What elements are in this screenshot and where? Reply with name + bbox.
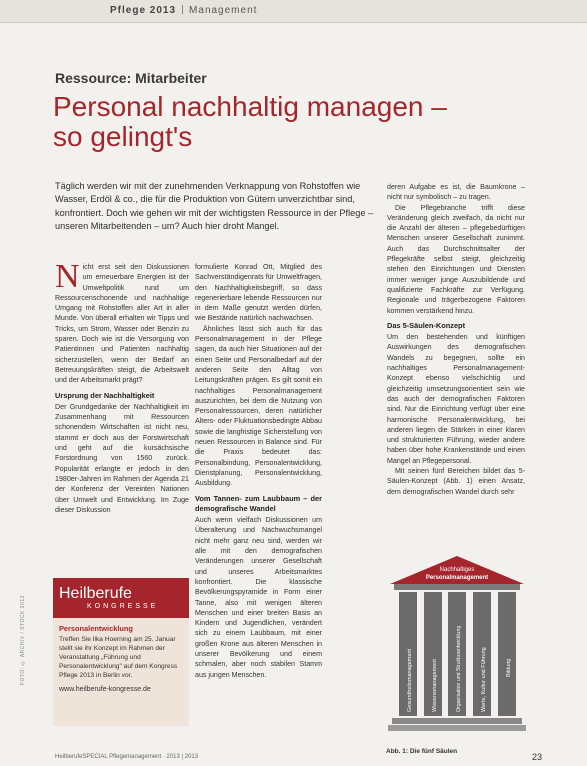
text-column-2 [195, 262, 322, 680]
intro-text: icht erst seit den Diskussionen um erneuerbare Energien ist der Umweltpolitik rund um Ressourcenschonende und nachhaltige Umgang mit Rohstoffen aller Art in aller Munde. Von überall erhalten wir Tipps und Tricks, um Strom, Wasser oder Benzin zu sparen. Doch wie ist die Versorgung von Patientinnen und Patienten nachhaltig sicherzustellen, wenn der Bedarf an Betreuungskräften steigt, die Arbeitswelt und der Arbeitsmarkt prägt? [55, 263, 189, 385]
ad-text: Treffen Sie Ilka Hoerning am 25. Januar stellt sie ihr Konzept im Rahmen der Veranstaltung „Führung und Personalentwicklung" auf dem Kongress Pflege 2013 in Berlin vor. [59, 636, 178, 679]
ad-banner [53, 578, 189, 618]
title-line-2: so gelingt's [53, 121, 193, 152]
paragraph-ott: formulierte Konrad Ott, Mitglied des Sachverständigenrats für Umweltfragen, den Nachhaltigkeitsbegriff, so dass regenerierbare lebende Ressourcen nur in dem Maße genutzt werden dürfen, wie Bestände natürlich nachwachsen. [195, 263, 322, 323]
article-title [53, 92, 493, 152]
subheading-5-saeulen: Das 5-Säulen-Konzept [387, 320, 466, 330]
roof-label-2: Personalmanagement [425, 575, 489, 581]
paragraph-demografie: Auch wenn vielfach Diskussionen um Überalterung und Nachwuchsmangel nicht mehr ganz neu sind, werden wir alle mit den demografischen Veränderungen unserer Gesellschaft und unseres Arbeitsmarktes konfrontiert. Die klassische Bevölkerungspyramide in Form einer Tanne, also mit wenigen älteren Menschen und einer breiten Basis an Kindern und Jugendlichen, verändert sich zu einem Laubbaum, mit einer großen Krone aus älteren Menschen in unserer Bevölkerung und einem schmalen, aber noch stabilen Stamm aus jungen Menschen. [195, 516, 322, 679]
paragraph-ursprung: Der Grundgedanke der Nachhaltigkeit im Zusammenhang mit Ressourcen schonendem Wirtschaften ist nicht neu, stammt er doch aus der Forstwirtschaft und geht auf die kursächsische Forstordnung von 1560 zurück. Popularität erlangte er jedoch in den 1980er-Jahren im Rahmen der Agenda 21 der Konferenz der Vereinten Nationen über Umwelt und Entwicklung. Im Zuge dieser Diskussion [55, 402, 189, 514]
title-line-1: Personal nachhaltig managen – [53, 91, 447, 122]
header-divider [182, 5, 183, 14]
ad-heading: Personalentwicklung [59, 624, 133, 633]
running-header [0, 0, 587, 22]
base-step-1 [392, 718, 522, 724]
header-text [110, 5, 257, 16]
ad-subbrand: KONGRESSE [87, 603, 159, 610]
ad-url[interactable]: www.heilberufe-kongresse.de [59, 686, 151, 693]
base-step-2 [388, 725, 526, 731]
figure-caption: Abb. 1: Die fünf Säulen [386, 748, 458, 755]
paragraph-bereiche: Mit seinen fünf Bereichen bildet das 5-Säulen-Konzept (Abb. 1) einen Ansatz, dem demografischen Wandel durch sehr [387, 467, 525, 496]
article-lead: Täglich werden wir mit der zunehmenden Verknappung von Rohstoffen wie Wasser, Erdöl & co., die für die Produktion von Gütern unverzichtbar sind, konfrontiert. Doch wie gehen wir mit der wichtigsten Ressource in der Pflege – unseren Mitarbeitenden – um? Auch hier droht Mangel. [55, 181, 374, 232]
pillar-2-label: Wissensmanagement [432, 659, 438, 712]
paragraph-konzept: Um den bestehenden und künftigen Auswirkungen des demografischen Wandels zu begegnen, sollte ein nachhaltiges Personalmanagement-Konzept ebenso vielschichtig und gleichzeitig umsetzungsorientiert sein wie das auch der demografischen Faktoren sind. Nur die Einrichtung verfügt über eine harmonische Personalentwicklung, bei anderen liegen die Stärken in einer klaren und strukturierten Führung, wieder andere haben über hohe Krankenstände und einen Mangel an Pflegepersonal. [387, 333, 525, 465]
pillar-4 [473, 592, 491, 716]
header-rule [0, 22, 587, 23]
article-kicker: Ressource: Mitarbeiter [55, 70, 207, 86]
pillar-3-label: Organisation und Strukturentwicklung [456, 625, 462, 712]
pillar-3 [448, 592, 466, 716]
page-number: 23 [532, 752, 543, 762]
drop-cap: N [55, 258, 80, 295]
pillar-1 [399, 592, 417, 716]
pillar-2 [424, 592, 442, 716]
pillar-5 [498, 592, 516, 716]
page-footer: HeilberufeSPECIAL Pflegemanagement · 2013 | 2013 [55, 754, 199, 760]
pillar-1-label: Gesundheitsmanagement [407, 649, 413, 712]
header-magazine: Pflege 2013 [110, 5, 177, 16]
subheading-ursprung: Ursprung der Nachhaltigkeit [55, 390, 155, 400]
roof-beam [394, 584, 520, 590]
five-pillars-figure [386, 552, 528, 742]
pillar-5-label: Bildung [506, 658, 512, 677]
photo-credit: FOTO: © ARCHIV / STOCK 2013 [20, 595, 26, 685]
pillars-diagram [386, 552, 528, 742]
ad-body [53, 618, 189, 694]
intro-paragraph [55, 258, 189, 386]
paragraph-personalmanagement: Ähnliches lässt sich auch für das Personalmanagement in der Pflege sagen, da auch hier Situationen auf der einen Seite und Personalbedarf auf der anderen Seite den Alltag von Leitungskräften prägen. Es gilt somit ein nachhaltiges Personalmanagement auszurichten, bei dem die Nutzung von Personalressourcen, deren natürlicher Alters- oder Fluktuationsbedingte Abbau sowie die langfristige Sicherstellung von neuen Ressourcen in Balance sind. Für die Praxis bedeutet das: Personalbindung, Personalentwicklung, Dienstplanung, Personalentwicklung, Ausbildung. [195, 324, 322, 488]
ad-brand: Heilberufe [59, 585, 132, 602]
text-column-1 [55, 258, 189, 515]
congress-ad-box [53, 578, 189, 726]
header-section: Management [189, 5, 258, 16]
paragraph-pflegebranche: Die Pflegebranche trifft diese Veränderung gleich zweifach, da nicht nur die Anzahl der älteren – pflegebedürftigen Menschen unserer Gesellschaft zunimmt. Auch das Durchschnittsalter der Pflegekräfte selbst steigt, gleichzeitig stehen den Einrichtungen und Diensten immer weniger junge Auszubildende und qualifizierte Fachkräfte zur Verfügung. Regionale und trägerbezogene Faktoren kommen verstärkend hinzu. [387, 203, 525, 315]
paragraph-baumkrone: deren Aufgabe es ist, die Baumkrone – nicht nur symbolisch – zu tragen. [387, 183, 525, 202]
roof-label-1: Nachhaltiges [439, 567, 475, 573]
subheading-demografie: Vom Tannen- zum Laubbaum – der demografische Wandel [195, 493, 322, 513]
pillar-4-label: Werte, Kultur und Führung [481, 647, 487, 712]
text-column-3 [387, 182, 525, 497]
